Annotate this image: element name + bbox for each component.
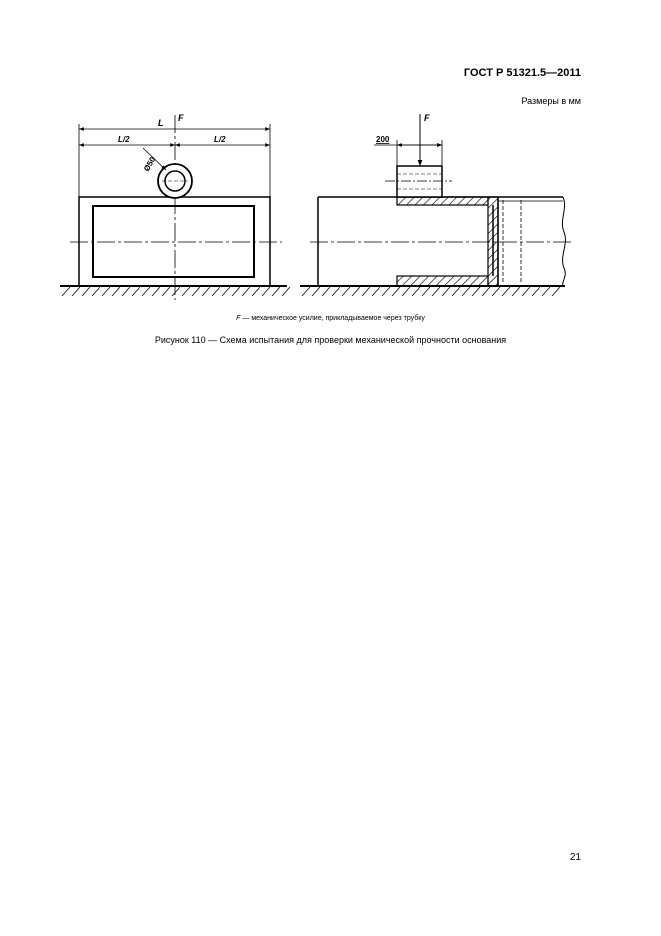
left-view	[60, 115, 290, 300]
units-note: Размеры в мм	[521, 96, 581, 106]
test-scheme-drawing	[0, 0, 661, 310]
ground-hatching-right	[302, 287, 560, 296]
diameter-label: Ø50	[141, 155, 158, 173]
ground-hatching-left	[62, 287, 290, 296]
figure-legend	[0, 315, 661, 322]
force-label-right: F	[424, 113, 430, 123]
dim-label-L-half-right: L/2	[214, 135, 226, 144]
legend-symbol: F	[236, 315, 241, 322]
legend-text: — механическое усилие, прикладываемое через трубку	[242, 315, 425, 322]
page-number: 21	[569, 852, 581, 863]
figure-caption: Рисунок 110 — Схема испытания для проверки механической прочности основания	[154, 335, 507, 345]
dim-label-L: L	[158, 118, 164, 128]
right-view	[300, 114, 572, 296]
dim-label-200: 200	[376, 135, 390, 144]
force-label-left: F	[178, 113, 184, 123]
standard-designation: ГОСТ Р 51321.5—2011	[463, 67, 581, 79]
dim-label-L-half-left: L/2	[118, 135, 130, 144]
